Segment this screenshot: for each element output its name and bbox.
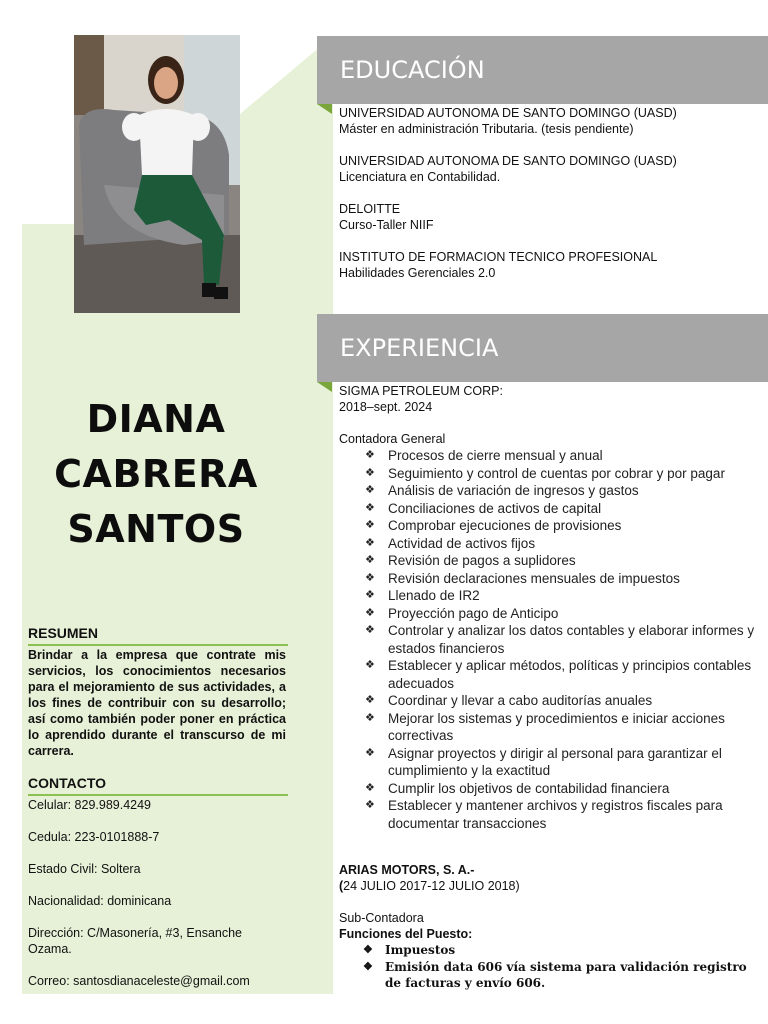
diamond-bullet-icon: ❖	[365, 746, 375, 759]
task-item	[365, 517, 759, 535]
experience-list	[339, 383, 759, 992]
task-text: Proyección pago de Anticipo	[388, 605, 559, 621]
task-text: Coordinar y llevar a cabo auditorías anuales	[388, 693, 653, 708]
task-text: Conciliaciones de activos de capital	[388, 500, 602, 516]
task-item	[365, 587, 759, 605]
education-detail: Máster en administración Tributaria. (tesis pendiente)	[339, 122, 634, 136]
task-item	[365, 605, 759, 623]
task-item	[365, 482, 759, 500]
experience-banner-tip	[317, 382, 332, 392]
diamond-bullet-icon: ❖	[365, 799, 375, 811]
task-item	[365, 710, 759, 745]
profile-photo	[74, 35, 240, 313]
task-item	[365, 552, 759, 570]
diamond-bullet-icon: ❖	[363, 943, 373, 956]
education-entry	[339, 201, 759, 233]
task-text: Actividad de activos fijos	[388, 535, 536, 551]
job2-period-line	[339, 878, 759, 894]
task-text: Controlar y analizar los datos contables y elaborar informes y estados financieros	[388, 623, 755, 656]
task-item	[365, 797, 759, 832]
education-detail: Curso-Taller NIIF	[339, 218, 434, 232]
contact-phone: Celular: 829.989.4249	[28, 798, 152, 812]
diamond-bullet-icon: ❖	[365, 501, 375, 514]
contact-id: Cedula: 223-0101888-7	[28, 830, 160, 844]
task-item	[365, 500, 759, 518]
task-text: Análisis de variación de ingresos y gastos	[388, 483, 639, 498]
education-institution: UNIVERSIDAD AUTONOMA DE SANTO DOMINGO (UASD)	[339, 106, 677, 120]
task-item	[365, 622, 759, 657]
contact-address: Dirección: C/Masonería, #3, Ensanche Ozama.	[28, 926, 242, 956]
diamond-bullet-icon: ❖	[365, 624, 375, 636]
summary-divider	[28, 644, 288, 646]
education-list	[339, 105, 759, 297]
experience-banner	[317, 314, 768, 382]
job2-task-list	[339, 942, 759, 992]
task-text: Asignar proyectos y dirigir al personal para garantizar el cumplimiento y la exactitud	[388, 745, 722, 778]
task-text: Establecer y aplicar métodos, políticas y principios contables adecuados	[388, 658, 752, 691]
task-item	[365, 780, 759, 798]
education-banner-tip	[317, 104, 332, 114]
diamond-bullet-icon: ❖	[365, 554, 375, 566]
job1-company: SIGMA PETROLEUM CORP:	[339, 384, 503, 398]
task-text: Revisión de pagos a suplidores	[388, 553, 576, 568]
education-banner	[317, 36, 768, 104]
task-item	[363, 942, 759, 959]
task-text: Procesos de cierre mensual y anual	[388, 448, 603, 463]
job2-period-open: (	[339, 879, 344, 893]
diamond-bullet-icon: ❖	[363, 959, 373, 973]
task-item	[365, 535, 759, 553]
task-item	[363, 959, 759, 992]
task-item	[365, 692, 759, 710]
task-text: Establecer y mantener archivos y registros fiscales para documentar transacciones	[388, 798, 723, 831]
task-text: Comprobar ejecuciones de provisiones	[388, 518, 622, 533]
task-item	[365, 447, 759, 465]
diamond-bullet-icon: ❖	[365, 571, 375, 584]
education-detail: Licenciatura en Contabilidad.	[339, 170, 501, 184]
task-text: Impuestos	[385, 943, 456, 957]
experience-title: EXPERIENCIA	[340, 334, 499, 362]
diamond-bullet-icon: ❖	[365, 659, 375, 671]
task-item	[365, 570, 759, 588]
task-text: Cumplir los objetivos de contabilidad financiera	[388, 780, 670, 796]
diamond-bullet-icon: ❖	[365, 589, 375, 601]
job2-company: ARIAS MOTORS, S. A.-	[339, 863, 475, 877]
contact-nationality: Nacionalidad: dominicana	[28, 894, 172, 908]
job2-period: 24 JULIO 2017-12 JULIO 2018)	[343, 879, 520, 893]
diamond-bullet-icon: ❖	[365, 519, 375, 531]
education-institution: UNIVERSIDAD AUTONOMA DE SANTO DOMINGO (UASD)	[339, 154, 677, 168]
education-entry	[339, 105, 759, 137]
job1-task-list	[339, 447, 759, 832]
diamond-bullet-icon: ❖	[365, 449, 375, 461]
diamond-bullet-icon: ❖	[365, 711, 375, 724]
education-institution: INSTITUTO DE FORMACION TECNICO PROFESIONAL	[339, 250, 658, 264]
summary-text: Brindar a la empresa que contrate mis servicios, los conocimientos necesarios para el mejoramiento de sus actividades, a los fines de contribuir con su desarrollo; así como también poder poner en práctica lo aprendido durante el transcurso de mi carrera.	[28, 648, 286, 758]
diamond-bullet-icon: ❖	[365, 484, 375, 496]
task-text: Seguimiento y control de cuentas por cobrar y por pagar	[388, 465, 725, 481]
education-entry	[339, 153, 759, 185]
contact-divider	[28, 794, 288, 796]
task-item	[365, 745, 759, 780]
job2-functions-label: Funciones del Puesto:	[339, 927, 473, 941]
contact-list	[28, 797, 288, 1005]
job1-period: 2018–sept. 2024	[339, 400, 433, 414]
education-institution: DELOITTE	[339, 202, 401, 216]
job2-role: Sub-Contadora	[339, 911, 424, 925]
job1-role: Contadora General	[339, 432, 446, 446]
education-detail: Habilidades Gerenciales 2.0	[339, 266, 496, 280]
contact-title: CONTACTO	[28, 775, 107, 791]
contact-email: Correo: santosdianaceleste@gmail.com	[28, 974, 250, 988]
education-title: EDUCACIÓN	[340, 56, 485, 84]
diamond-bullet-icon: ❖	[365, 781, 375, 794]
contact-civil-status: Estado Civil: Soltera	[28, 862, 141, 876]
diamond-bullet-icon: ❖	[365, 694, 375, 706]
task-text: Mejorar los sistemas y procedimientos e iniciar acciones correctivas	[388, 710, 725, 743]
diamond-bullet-icon: ❖	[365, 606, 375, 619]
task-item	[365, 657, 759, 692]
candidate-name: DIANA CABRERA SANTOS	[54, 397, 258, 551]
education-entry	[339, 249, 759, 281]
task-text: Revisión declaraciones mensuales de impuestos	[388, 570, 680, 586]
task-text: Llenado de IR2	[388, 588, 480, 603]
task-text: Emisión data 606 vía sistema para validación registro de facturas y envío 606.	[385, 959, 747, 990]
diamond-bullet-icon: ❖	[365, 466, 375, 479]
diamond-bullet-icon: ❖	[365, 536, 375, 549]
summary-title: RESUMEN	[28, 625, 99, 641]
task-item	[365, 465, 759, 483]
